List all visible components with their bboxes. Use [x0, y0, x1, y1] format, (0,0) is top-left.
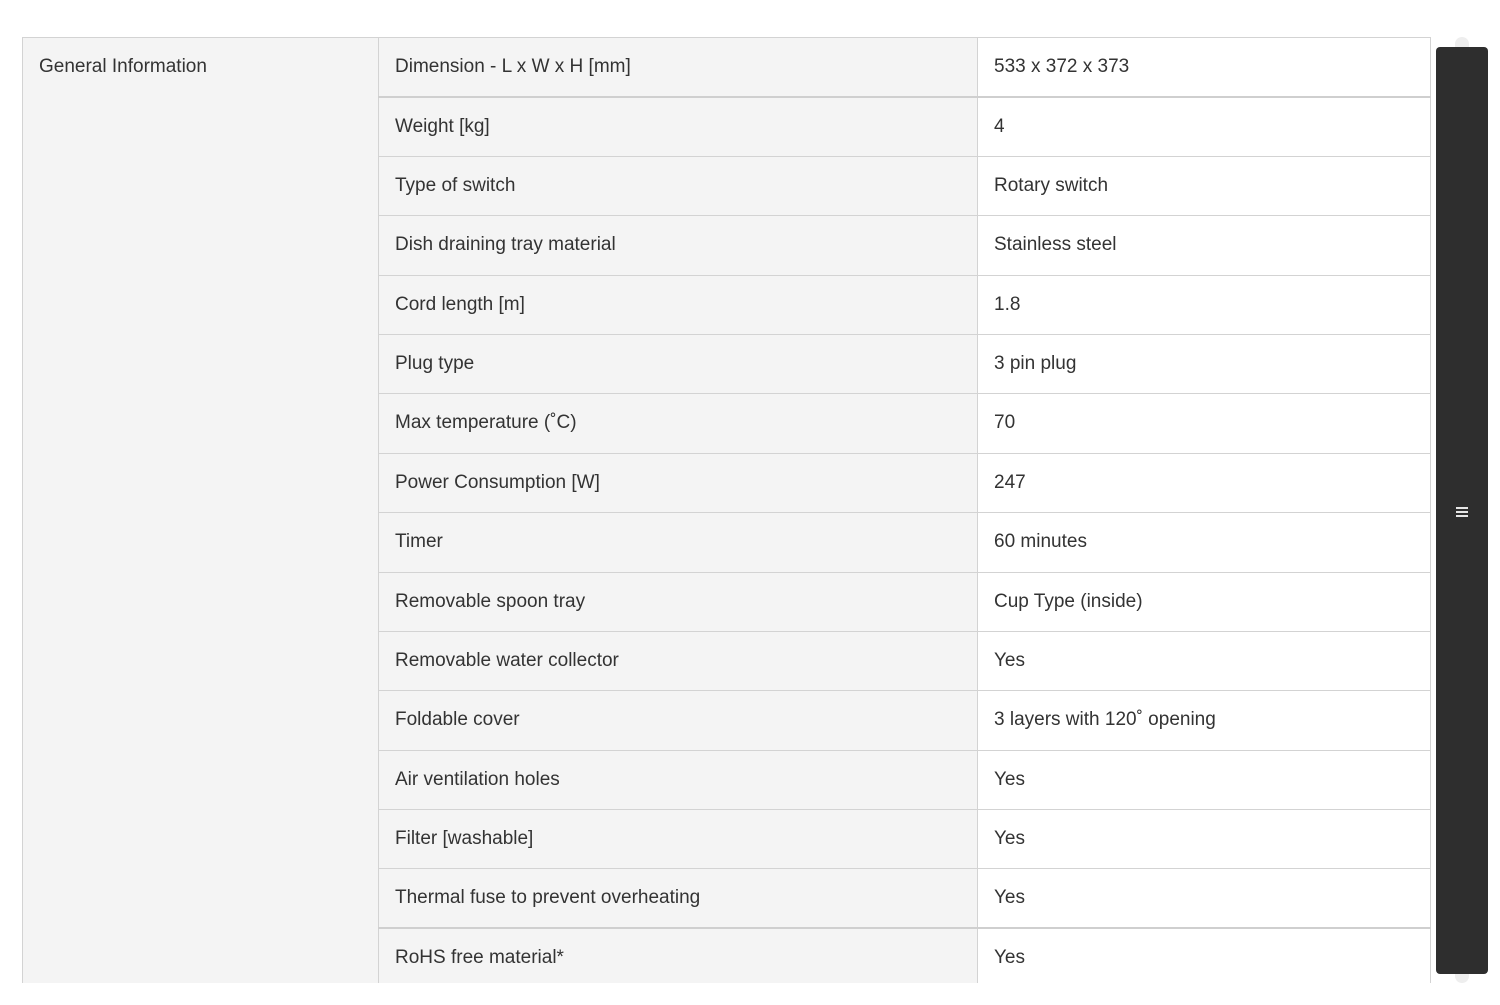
spec-value: Yes	[978, 810, 1431, 869]
spec-value: Rotary switch	[978, 156, 1431, 215]
spec-label: RoHS free material*	[379, 928, 978, 987]
drag-handle-icon	[1456, 507, 1468, 517]
spec-label: Thermal fuse to prevent overheating	[379, 869, 978, 928]
spec-table	[22, 37, 1431, 988]
side-drawer-handle[interactable]	[1436, 47, 1488, 974]
spec-value: 60 minutes	[978, 513, 1431, 572]
spec-value: Stainless steel	[978, 216, 1431, 275]
table-row	[23, 38, 1431, 97]
spec-value: 3 layers with 120˚ opening	[978, 691, 1431, 750]
spec-label: Plug type	[379, 334, 978, 393]
spec-label: Power Consumption [W]	[379, 453, 978, 512]
group-label: General Information	[23, 38, 379, 988]
spec-label: Dish draining tray material	[379, 216, 978, 275]
page-fade	[0, 983, 1500, 1005]
spec-value: Yes	[978, 928, 1431, 987]
spec-label: Max temperature (˚C)	[379, 394, 978, 453]
spec-label: Type of switch	[379, 156, 978, 215]
spec-label: Foldable cover	[379, 691, 978, 750]
spec-label: Removable spoon tray	[379, 572, 978, 631]
spec-value: 4	[978, 97, 1431, 156]
spec-label: Weight [kg]	[379, 97, 978, 156]
spec-label: Filter [washable]	[379, 810, 978, 869]
spec-value: 1.8	[978, 275, 1431, 334]
spec-label: Cord length [m]	[379, 275, 978, 334]
spec-label: Removable water collector	[379, 631, 978, 690]
spec-label: Air ventilation holes	[379, 750, 978, 809]
spec-value: 3 pin plug	[978, 334, 1431, 393]
spec-value: Yes	[978, 869, 1431, 928]
spec-value: Cup Type (inside)	[978, 572, 1431, 631]
spec-value: 70	[978, 394, 1431, 453]
spec-value: Yes	[978, 631, 1431, 690]
spec-value: Yes	[978, 750, 1431, 809]
spec-label: Timer	[379, 513, 978, 572]
spec-label: Dimension - L x W x H [mm]	[379, 38, 978, 97]
spec-value: 247	[978, 453, 1431, 512]
spec-value: 533 x 372 x 373	[978, 38, 1431, 97]
